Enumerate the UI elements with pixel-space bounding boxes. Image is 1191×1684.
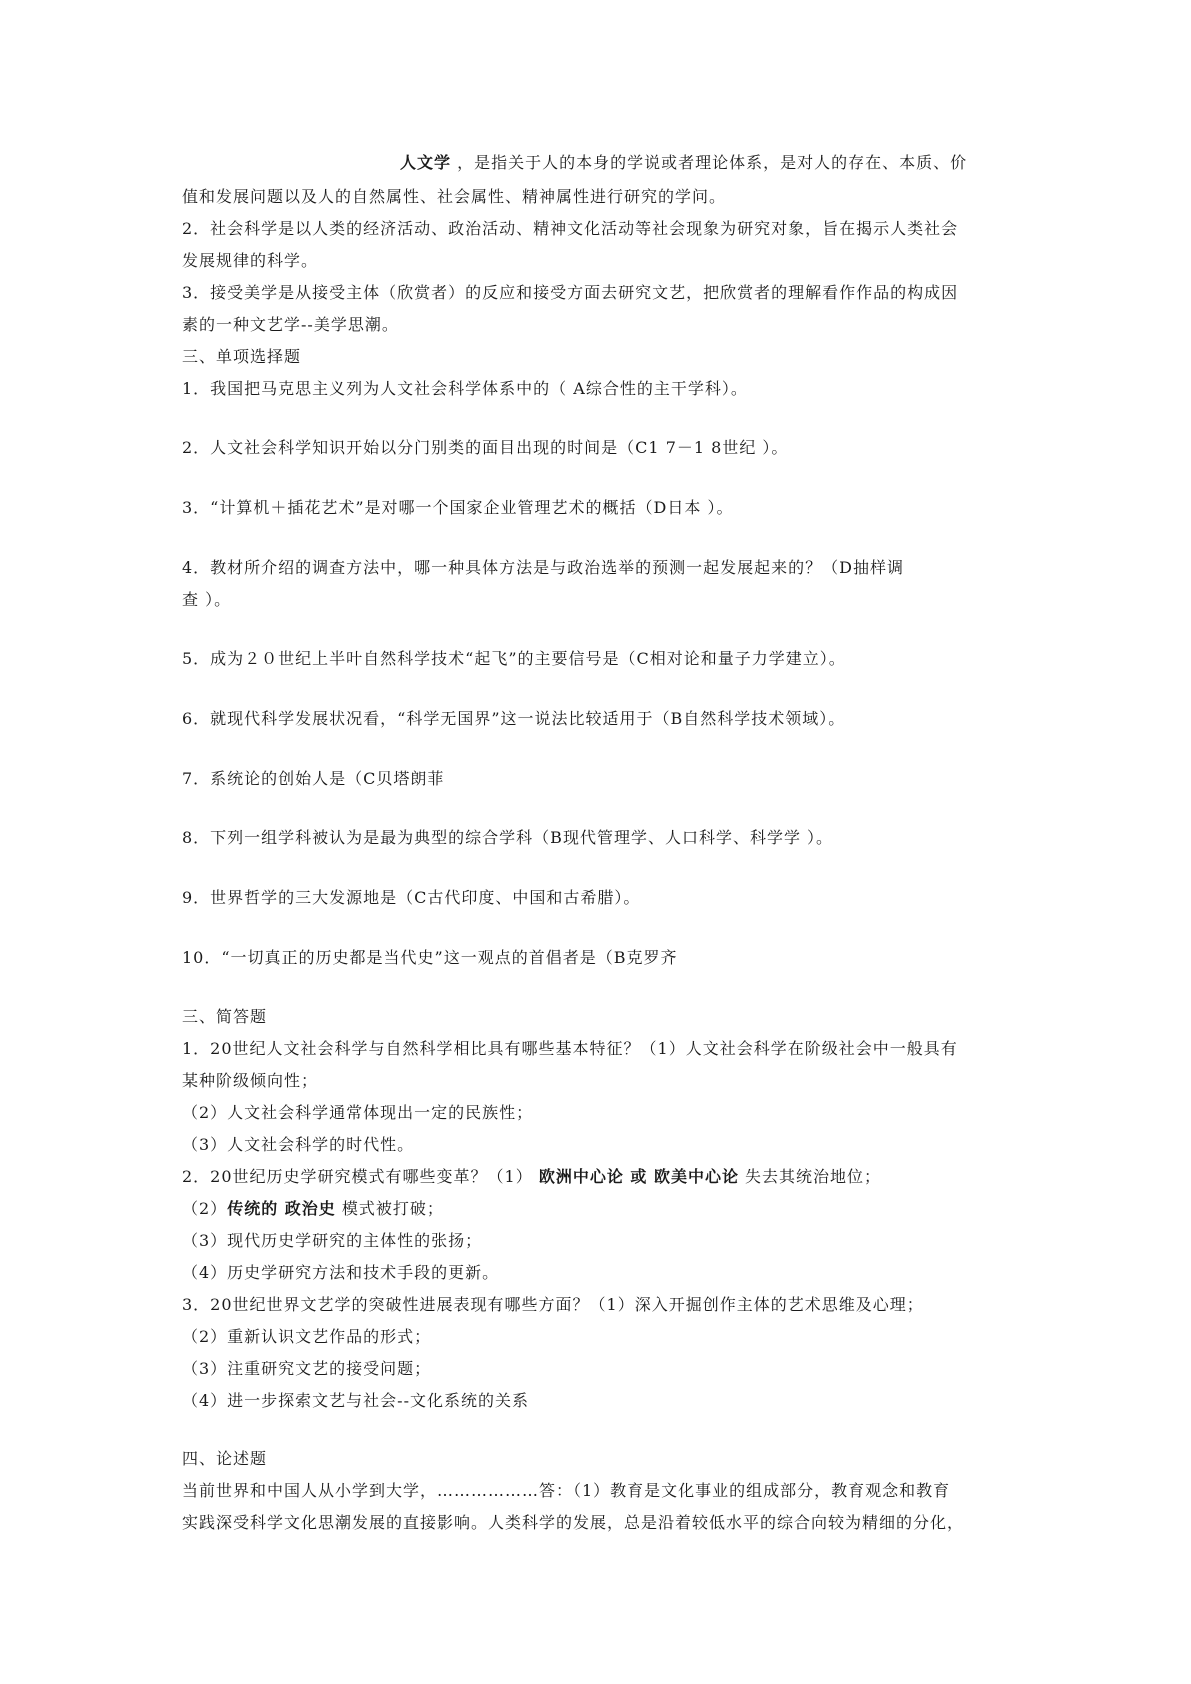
essay-line-2: 实践深受科学文化思潮发展的直接影响。人类科学的发展，总是沿着较低水平的综合向较为精细的分化，: [182, 1513, 965, 1532]
essay-heading: 四、论述题: [182, 1449, 268, 1468]
definition-2-line-2: 发展规律的科学。: [182, 251, 319, 270]
sa-answer-2-point-2-bold: 传统的 政治史: [227, 1199, 336, 1218]
sa-answer-1-line-1: 1．20世纪人文社会科学与自然科学相比具有哪些基本特征？（1）人文社会科学在阶级社会中一般具有: [182, 1039, 958, 1058]
definition-2-line-1: 2．社会科学是以人类的经济活动、政治活动、精神文化活动等社会现象为研究对象，旨在揭示人类社会: [182, 219, 959, 238]
sa-answer-2-point-2-number: （2）: [182, 1199, 228, 1218]
mc-question-1: 1．我国把马克思主义列为人文社会科学体系中的（ A综合性的主干学科）。: [182, 379, 748, 398]
definition-3-line-1: 3．接受美学是从接受主体（欣赏者）的反应和接受方面去研究文艺，把欣赏者的理解看作作品的构成因: [182, 283, 959, 302]
mc-question-7: 7．系统论的创始人是（C贝塔朗菲: [182, 769, 445, 788]
sa-answer-3-line-1: 3．20世纪世界文艺学的突破性进展表现有哪些方面？（1）深入开掘创作主体的艺术思维及心理；: [182, 1295, 924, 1314]
sa-answer-3-point-3: （3）注重研究文艺的接受问题；: [182, 1359, 432, 1378]
mc-question-4-line-2: 查 ）。: [182, 590, 232, 609]
mc-question-6: 6．就现代科学发展状况看，“科学无国界”这一说法比较适用于（B自然科学技术领域）。: [182, 709, 846, 728]
definition-1-line-1: [400, 152, 967, 174]
sa-answer-3-point-2: （2）重新认识文艺作品的形式；: [182, 1327, 432, 1346]
sa-heading: 三、简答题: [182, 1007, 268, 1026]
sa-answer-2-point-2-rest: 模式被打破；: [335, 1199, 444, 1218]
term-humanities: 人文学: [400, 153, 452, 172]
definition-1-line-2: 值和发展问题以及人的自然属性、社会属性、精神属性进行研究的学问。: [182, 187, 727, 206]
mc-question-8: 8．下列一组学科被认为是最为典型的综合学科（B现代管理学、人口科学、科学学 ）。: [182, 828, 834, 847]
sa-answer-2-point-2: [182, 1198, 444, 1220]
mc-question-9: 9．世界哲学的三大发源地是（C古代印度、中国和古希腊）。: [182, 888, 641, 907]
sa-answer-1-point-2: （2）人文社会科学通常体现出一定的民族性；: [182, 1103, 534, 1122]
definition-3-line-2: 素的一种文艺学--美学思潮。: [182, 315, 399, 334]
sa-answer-1-line-2: 某种阶级倾向性；: [182, 1071, 319, 1090]
sa-answer-2-point-3: （3）现代历史学研究的主体性的张扬；: [182, 1231, 483, 1250]
sa-answer-2-suffix: 失去其统治地位；: [738, 1167, 882, 1186]
sa-answer-2-line-1: [182, 1166, 881, 1188]
mc-heading: 三、单项选择题: [182, 347, 302, 366]
sa-answer-3-point-4: （4）进一步探索文艺与社会--文化系统的关系: [182, 1391, 529, 1410]
mc-question-5: 5．成为２０世纪上半叶自然科学技术“起飞”的主要信号是（C相对论和量子力学建立）。: [182, 649, 846, 668]
essay-line-1: 当前世界和中国人从小学到大学，………………答：（1）教育是文化事业的组成部分，教育观念和教育: [182, 1481, 951, 1500]
mc-question-10: 10．“一切真正的历史都是当代史”这一观点的首倡者是（B克罗齐: [182, 948, 678, 967]
mc-question-4-line-1: 4．教材所介绍的调查方法中，哪一种具体方法是与政治选举的预测一起发展起来的？（D抽样调: [182, 558, 905, 577]
definition-1-text: ，是指关于人的本身的学说或者理论体系，是对人的存在、本质、价: [451, 153, 968, 172]
mc-question-2: 2．人文社会科学知识开始以分门别类的面目出现的时间是（C1 7－1 8世纪 ）。: [182, 438, 789, 457]
sa-answer-2-prefix: 2．20世纪历史学研究模式有哪些变革？（1）: [182, 1167, 539, 1186]
sa-answer-2-bold-term: 欧洲中心论 或 欧美中心论: [538, 1167, 739, 1186]
mc-question-3: 3．“计算机＋插花艺术”是对哪一个国家企业管理艺术的概括（D日本 ）。: [182, 498, 734, 517]
sa-answer-1-point-3: （3）人文社会科学的时代性。: [182, 1135, 415, 1154]
sa-answer-2-point-4: （4）历史学研究方法和技术手段的更新。: [182, 1263, 500, 1282]
